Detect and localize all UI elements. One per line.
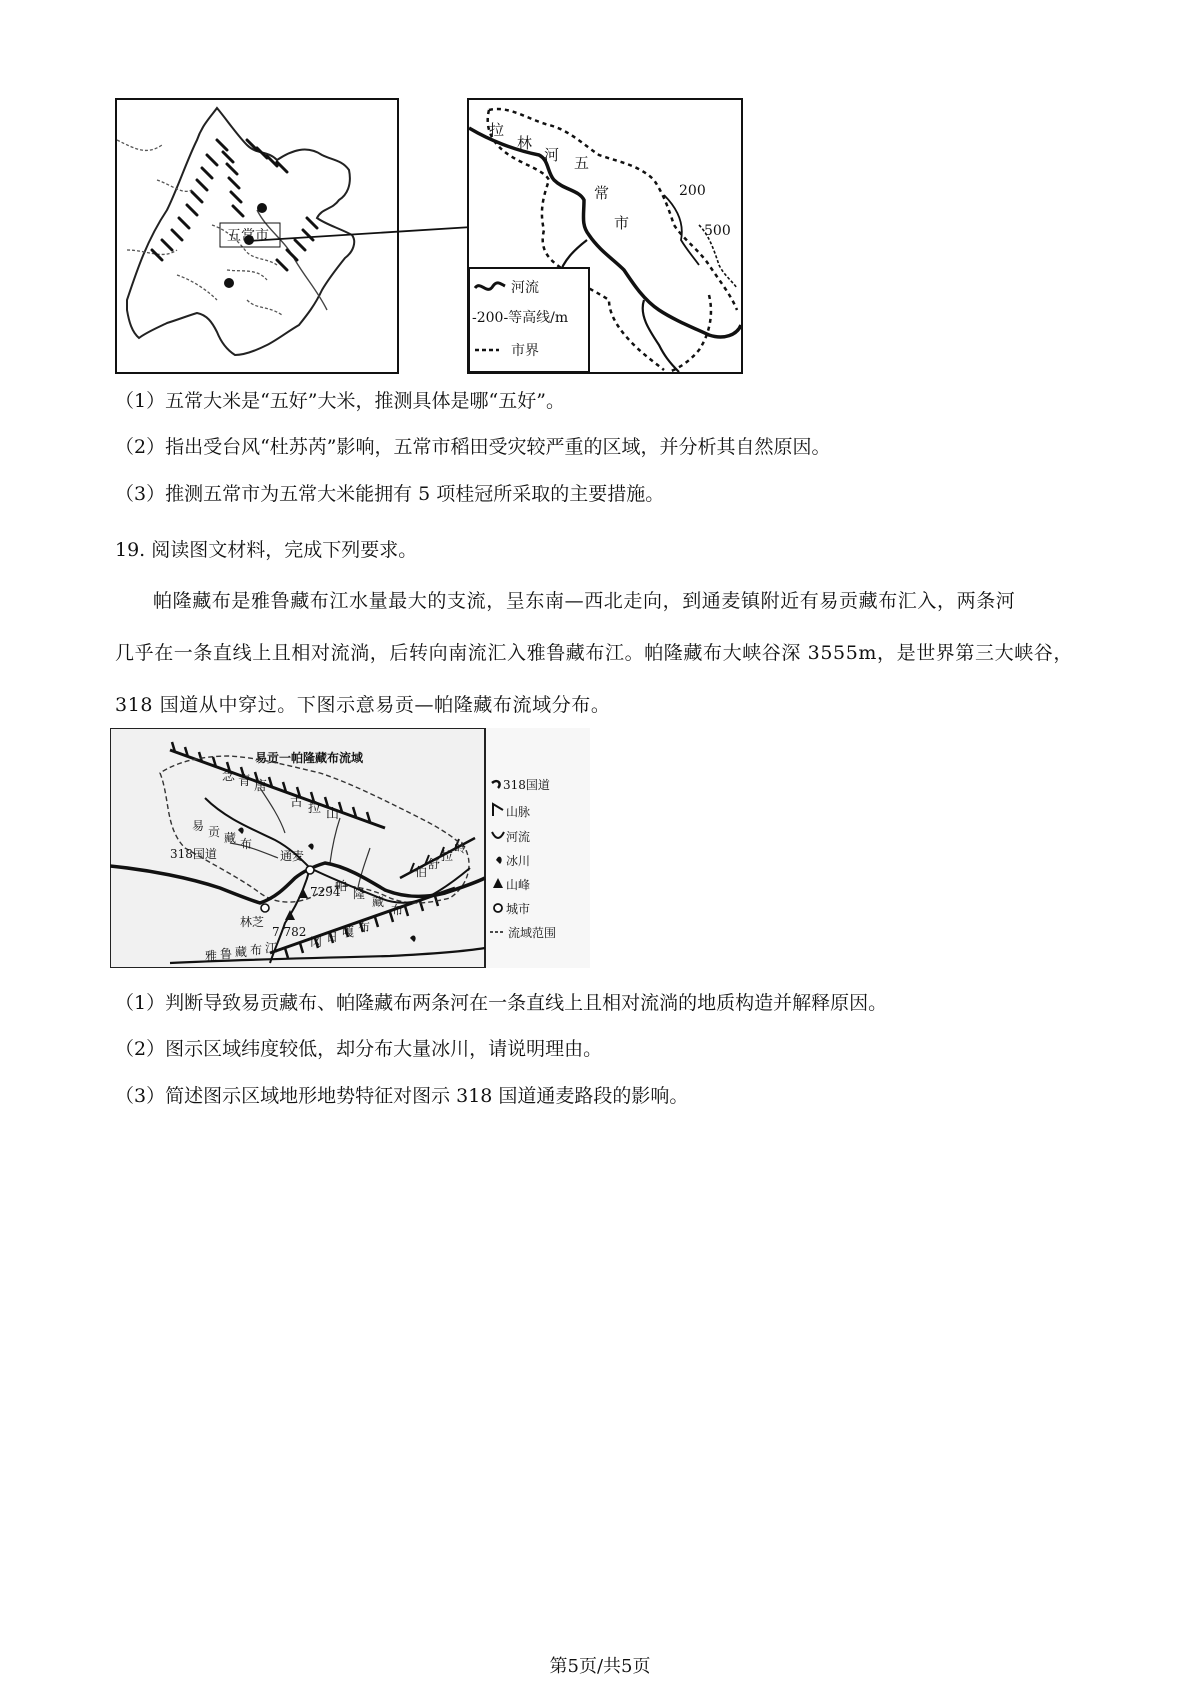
mountain-char: 念: [222, 769, 236, 784]
yarlung-char: 藏: [235, 945, 248, 959]
legend-peak: 山峰: [506, 878, 531, 892]
legend-contour-label: -200-等高线/m: [472, 310, 569, 326]
river-char: 贡: [208, 825, 221, 839]
legend-boundary-label: 市界: [511, 343, 539, 359]
legend-glacier: 冰川: [506, 854, 531, 868]
mountain-char: 唐: [254, 779, 268, 794]
gangri-char: 日: [326, 930, 339, 944]
material-line-2: 几乎在一条直线上且相对流淌，后转向南流汇入雅鲁藏布江。帕隆藏布大峡谷深 3555m，是世界第三大峡谷，: [115, 642, 1074, 664]
yarlung-char: 鲁: [220, 947, 233, 961]
city-dot: [257, 203, 267, 213]
material-line-3: 318 国道从中穿过。下图示意易贡—帕隆藏布流域分布。: [115, 694, 611, 716]
question-19-3: （3）简述图示区域地形地势特征对图示 318 国道通麦路段的影响。: [115, 1085, 689, 1107]
yarlung-char: 雅: [205, 949, 218, 963]
question-18-2: （2）指出受台风“杜苏芮”影响，五常市稻田受灾较严重的区域，并分析其自然原因。: [115, 436, 831, 458]
peak-7782: 7 782: [272, 925, 307, 939]
yarlung-char: 江: [265, 941, 278, 955]
river-char: 布: [391, 903, 404, 917]
river-char: 拉: [489, 121, 505, 139]
detail-map-drawing: [469, 100, 741, 372]
page-footer: 第5页/共5页: [549, 1656, 651, 1677]
gangri-char: 嘎: [342, 925, 355, 939]
legend-mountain: 山脉: [506, 805, 531, 819]
ridge-char: 拉: [441, 849, 454, 863]
city-tongmai: 通麦: [280, 849, 305, 863]
legend-city: 城市: [506, 902, 531, 916]
river-char: 藏: [372, 895, 385, 909]
ridge-char: 岭: [454, 841, 467, 855]
basin-map-drawing: [110, 728, 590, 968]
question-19-2: （2）图示区域纬度较低，却分布大量冰川，请说明理由。: [115, 1038, 603, 1060]
contour-label: 200: [679, 183, 706, 199]
river-char: 布: [240, 837, 253, 851]
legend-river-label: 河流: [511, 280, 539, 296]
mountain-char: 古: [290, 795, 304, 810]
gangri-char: 布: [358, 920, 371, 934]
river-char: 藏: [224, 831, 237, 845]
yigong-palong-map: [110, 728, 590, 968]
road-label: 318国道: [170, 847, 217, 861]
river-char: 隆: [353, 887, 366, 901]
contour-label: 500: [704, 223, 731, 239]
connector-line: [240, 225, 480, 255]
mountain-char: 拉: [308, 801, 322, 816]
legend-basin: 流域范围: [508, 926, 557, 940]
gangri-char: 冈: [310, 935, 323, 949]
question-18-1: （1）五常大米是“五好”大米，推测具体是哪“五好”。: [115, 390, 565, 412]
legend-river: 河流: [506, 830, 531, 844]
city-marker: [261, 904, 269, 912]
city-dot: [224, 278, 234, 288]
mountain-char: 山: [326, 807, 340, 822]
wuchang-label: 五常市: [227, 228, 269, 244]
city-char: 市: [614, 214, 630, 232]
question-19-stem: 19. 阅读图文材料，完成下列要求。: [115, 539, 418, 561]
yarlung-char: 布: [250, 943, 263, 957]
map-title: 易贡一帕隆藏布流域: [255, 751, 364, 765]
ridge-char: 舒: [428, 857, 441, 871]
ridge-char: 伯: [415, 865, 428, 879]
material-line-1: 帕隆藏布是雅鲁藏布江水量最大的支流，呈东南—西北走向，到通麦镇附近有易贡藏布汇入，两条河: [153, 590, 1016, 612]
wuchang-detail-map: [467, 98, 743, 374]
river-char: 林: [517, 134, 533, 152]
legend-road: 318国道: [503, 778, 550, 792]
river-char: 帕: [335, 879, 348, 893]
peak-7294: 7294: [310, 885, 341, 899]
basin-legend: [490, 778, 556, 940]
question-19-1: （1）判断导致易贡藏布、帕隆藏布两条河在一条直线上且相对流淌的地质构造并解释原因。: [115, 992, 888, 1014]
city-char: 五: [574, 154, 590, 172]
river-char: 河: [544, 146, 560, 164]
city-char: 常: [594, 184, 610, 202]
city-marker: [306, 866, 314, 874]
mountain-char: 青: [238, 774, 252, 789]
question-18-3: （3）推测五常市为五常大米能拥有 5 项桂冠所采取的主要措施。: [115, 483, 665, 505]
city-linzhi: 林芝: [240, 915, 265, 929]
river-char: 易: [192, 819, 205, 833]
